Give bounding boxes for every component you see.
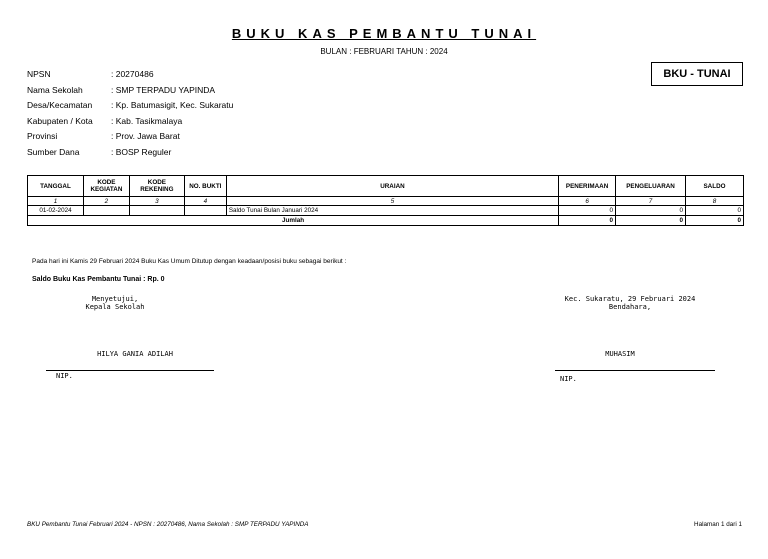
principal-role: Kepala Sekolah (85, 303, 145, 311)
cell-uraian: Saldo Tunai Bulan Januari 2024 (226, 206, 558, 216)
total-pengeluaran: 0 (616, 216, 686, 226)
info-row-desa-kecamatan: Desa/Kecamatan : Kp. Batumasigit, Kec. Sukaratu (27, 100, 234, 110)
total-saldo: 0 (686, 216, 744, 226)
col-number: 1 (28, 197, 84, 206)
table-row (28, 206, 744, 216)
total-label: Jumlah (28, 216, 559, 226)
cell-tanggal: 01-02-2024 (28, 206, 84, 216)
treasurer-nip: NIP. (560, 375, 577, 383)
place-date: Kec. Sukaratu, 29 Februari 2024 (564, 295, 696, 303)
info-row-provinsi: Provinsi : Prov. Jawa Barat (27, 131, 180, 141)
cell-kode-rekening (129, 206, 184, 216)
period-subtitle: BULAN : FEBRUARI TAHUN : 2024 (320, 47, 448, 56)
bku-tunai-badge: BKU - TUNAI (651, 62, 743, 86)
total-penerimaan: 0 (559, 216, 616, 226)
col-number: 3 (129, 197, 184, 206)
col-header-kode-kegiatan: KODE KEGIATAN (83, 176, 129, 197)
principal-nip: NIP. (56, 372, 73, 380)
signature-line-left (46, 370, 214, 371)
signature-right-block (555, 295, 705, 311)
col-header-kode-rekening: KODE REKENING (129, 176, 184, 197)
saldo-summary: Saldo Buku Kas Pembantu Tunai : Rp. 0 (32, 276, 165, 283)
footer-page-number: Halaman 1 dari 1 (694, 521, 742, 528)
info-row-nama-sekolah: Nama Sekolah : SMP TERPADU YAPINDA (27, 84, 216, 95)
info-row-kabupaten: Kabupaten / Kota : Kab. Tasikmalaya (27, 115, 183, 126)
signature-line-right (555, 370, 715, 371)
col-number: 4 (184, 197, 226, 206)
col-header-penerimaan: PENERIMAAN (559, 176, 616, 197)
col-number: 8 (686, 197, 744, 206)
principal-name: HILYA GANIA ADILAH (97, 350, 173, 358)
cell-penerimaan: 0 (559, 206, 616, 216)
info-row-npsn: NPSN : 20270486 (27, 69, 154, 79)
col-number: 7 (616, 197, 686, 206)
col-number: 2 (83, 197, 129, 206)
col-header-pengeluaran: PENGELUARAN (616, 176, 686, 197)
document-title: BUKU KAS PEMBANTU TUNAI (231, 26, 537, 41)
col-header-uraian: URAIAN (226, 176, 558, 197)
closing-statement: Pada hari ini Kamis 29 Februari 2024 Buku Kas Umum Ditutup dengan keadaan/posisi buku sebagai berikut : (32, 258, 347, 265)
cell-pengeluaran: 0 (616, 206, 686, 216)
treasurer-name: MUHASIM (605, 350, 635, 358)
approval-label: Menyetujui, (91, 295, 139, 303)
cell-no-bukti (184, 206, 226, 216)
col-number: 5 (226, 197, 558, 206)
col-number: 6 (559, 197, 616, 206)
column-number-row (28, 197, 744, 206)
cell-kode-kegiatan (83, 206, 129, 216)
col-header-saldo: SALDO (686, 176, 744, 197)
treasurer-role: Bendahara, (608, 303, 652, 311)
col-header-no-bukti: NO. BUKTI (184, 176, 226, 197)
signature-left-block (60, 295, 170, 311)
col-header-tanggal: TANGGAL (28, 176, 84, 197)
footer-document-info: BKU Pembantu Tunai Februari 2024 - NPSN : 20270486, Nama Sekolah : SMP TERPADU YAPINDA (27, 521, 309, 528)
cell-saldo: 0 (686, 206, 744, 216)
ledger-table (27, 175, 744, 226)
total-row (28, 216, 744, 226)
school-info (27, 69, 233, 162)
table-header-row (28, 176, 744, 197)
info-row-sumber-dana: Sumber Dana : BOSP Reguler (27, 146, 172, 157)
